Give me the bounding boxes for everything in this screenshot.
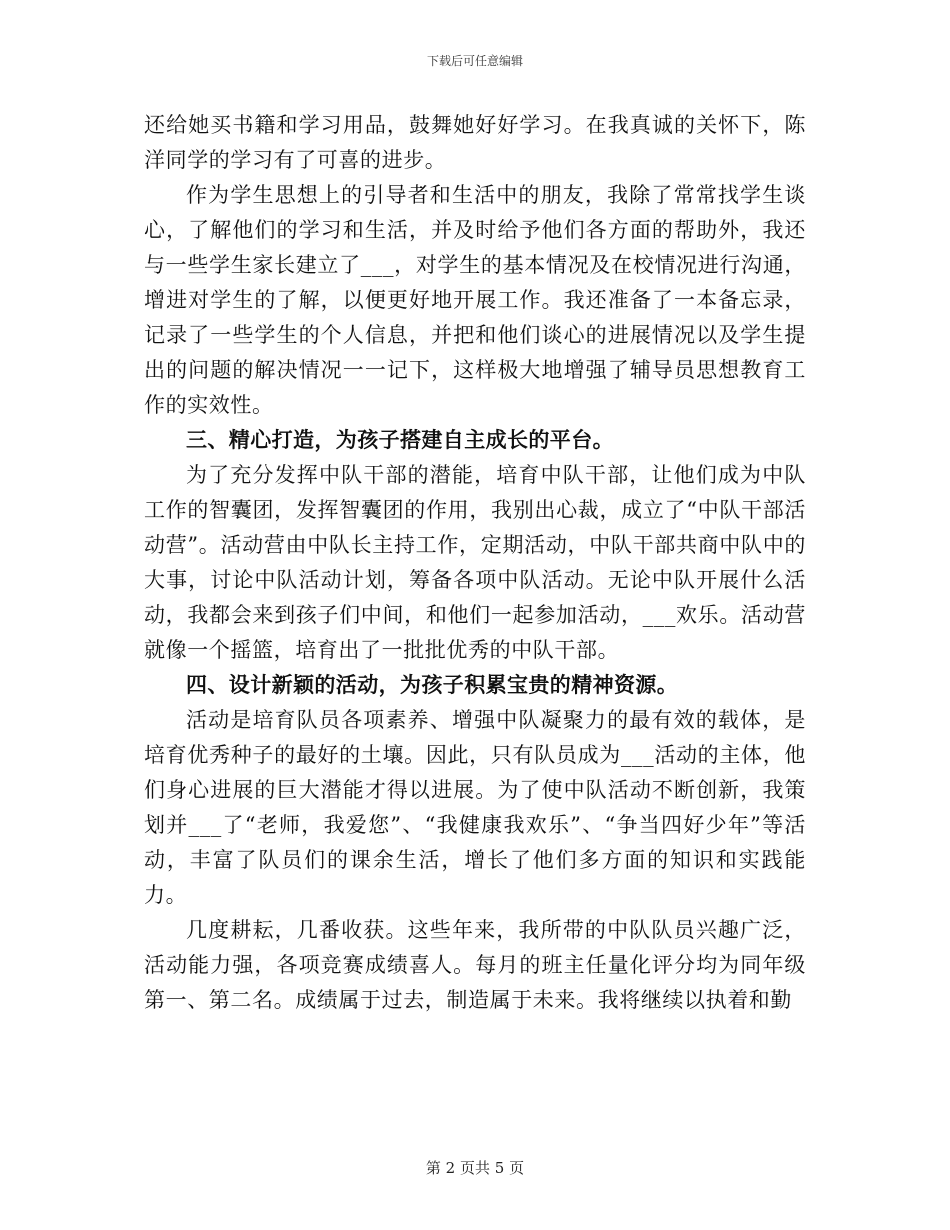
section-heading: 四、设计新颖的活动，为孩子积累宝贵的精神资源。 <box>186 673 679 697</box>
document-body <box>144 108 806 1018</box>
paragraph: 为了充分发挥中队干部的潜能，培育中队干部，让他们成为中队工作的智囊团，发挥智囊团的作用，我别出心裁，成立了“中队干部活动营”。活动营由中队长主持工作，定期活动，中队干部共商中队中的大事，讨论中队活动计划，筹备各项中队活动。无论中队开展什么活动，我都会来到孩子们中间，和他们一起参加活动，___欢乐。活动营就像一个摇篮，培育出了一批批优秀的中队干部。 <box>144 463 806 662</box>
paragraph-continuation: 还给她买书籍和学习用品，鼓舞她好好学习。在我真诚的关怀下，陈洋同学的学习有了可喜的进步。 <box>144 113 806 172</box>
paragraph: 活动是培育队员各项素养、增强中队凝聚力的最有效的载体，是培育优秀种子的最好的土壤。因此，只有队员成为___活动的主体，他们身心进展的巨大潜能才得以进展。为了使中队活动不断创新，我策划并___了“老师，我爱您”、“我健康我欢乐”、“争当四好少年”等活动，丰富了队员们的课余生活，增长了他们多方面的知识和实践能力。 <box>144 708 806 907</box>
page-header: 下载后可任意编辑 <box>426 54 523 68</box>
page-number: 第 2 页共 5 页 <box>425 1159 525 1177</box>
paragraph: 作为学生思想上的引导者和生活中的朋友，我除了常常找学生谈心，了解他们的学习和生活，并及时给予他们各方面的帮助外，我还与一些学生家长建立了___，对学生的基本情况及在校情况进行沟通，增进对学生的了解，以便更好地开展工作。我还准备了一本备忘录，记录了一些学生的个人信息，并把和他们谈心的进展情况以及学生提出的问题的解决情况一一记下，这样极大地增强了辅导员思想教育工作的实效性。 <box>144 183 806 417</box>
paragraph: 几度耕耘，几番收获。这些年来，我所带的中队队员兴趣广泛，活动能力强，各项竞赛成绩喜人。每月的班主任量化评分均为同年级第一、第二名。成绩属于过去，制造属于未来。我将继续以执着和勤 <box>144 918 806 1012</box>
section-heading: 三、精心打造，为孩子搭建自主成长的平台。 <box>186 428 614 452</box>
